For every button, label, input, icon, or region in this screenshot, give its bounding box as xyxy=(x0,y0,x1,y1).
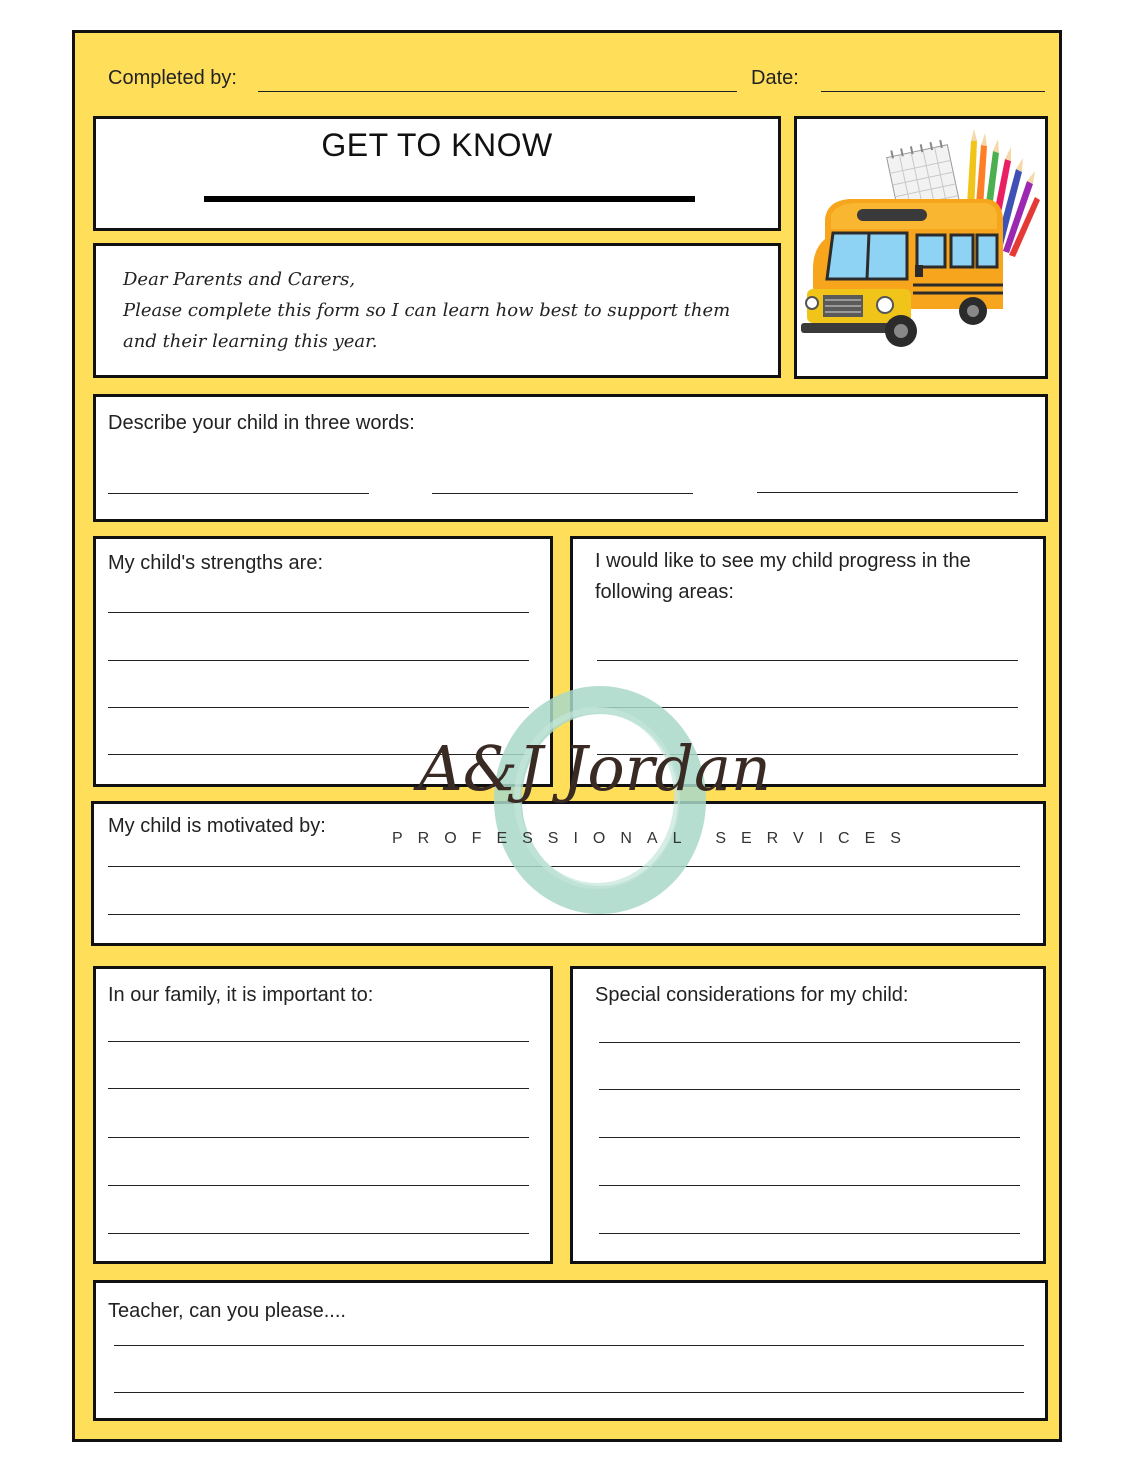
illustration-box xyxy=(794,116,1048,379)
strengths-line[interactable] xyxy=(108,660,529,661)
title-box xyxy=(93,116,781,231)
progress-line[interactable] xyxy=(597,660,1018,661)
name-field[interactable] xyxy=(204,196,695,202)
strengths-label: My child's strengths are: xyxy=(108,552,324,574)
progress-label-line-1: I would like to see my child progress in the xyxy=(595,550,971,572)
word-3-field[interactable] xyxy=(757,492,1018,493)
family-label: In our family, it is important to: xyxy=(108,984,374,1006)
three-words-label: Describe your child in three words: xyxy=(108,412,415,434)
school-bus-with-pencils-icon xyxy=(797,119,1045,376)
date-field[interactable] xyxy=(821,91,1045,92)
special-line[interactable] xyxy=(599,1233,1020,1234)
special-line[interactable] xyxy=(599,1042,1020,1043)
teacher-box xyxy=(93,1280,1048,1421)
completed-by-field[interactable] xyxy=(258,91,737,92)
letter-box xyxy=(93,243,781,378)
letter-line-1: Dear Parents and Carers, xyxy=(123,269,356,290)
word-1-field[interactable] xyxy=(108,493,369,494)
family-line[interactable] xyxy=(108,1185,529,1186)
teacher-line[interactable] xyxy=(114,1392,1024,1393)
date-label: Date: xyxy=(751,67,799,89)
special-label: Special considerations for my child: xyxy=(595,984,909,1006)
special-line[interactable] xyxy=(599,1185,1020,1186)
strengths-line[interactable] xyxy=(108,612,529,613)
family-box xyxy=(93,966,553,1264)
completed-by-label: Completed by: xyxy=(108,67,237,89)
letter-line-2: Please complete this form so I can learn how best to support them xyxy=(123,300,731,321)
teacher-label: Teacher, can you please.... xyxy=(108,1300,346,1322)
strengths-line[interactable] xyxy=(108,707,529,708)
motivated-label: My child is motivated by: xyxy=(108,815,326,837)
family-line[interactable] xyxy=(108,1088,529,1089)
special-line[interactable] xyxy=(599,1137,1020,1138)
three-words-box xyxy=(93,394,1048,522)
letter-line-3: and their learning this year. xyxy=(123,331,378,352)
family-line[interactable] xyxy=(108,1041,529,1042)
watermark-subtitle: PROFESSIONAL SERVICES xyxy=(392,830,916,847)
special-box xyxy=(570,966,1046,1264)
page-title: GET TO KNOW xyxy=(321,127,553,163)
watermark-brand: A&J Jordan xyxy=(418,732,771,805)
teacher-line[interactable] xyxy=(114,1345,1024,1346)
family-line[interactable] xyxy=(108,1233,529,1234)
family-line[interactable] xyxy=(108,1137,529,1138)
word-2-field[interactable] xyxy=(432,493,693,494)
special-line[interactable] xyxy=(599,1089,1020,1090)
progress-label-line-2: following areas: xyxy=(595,581,734,603)
